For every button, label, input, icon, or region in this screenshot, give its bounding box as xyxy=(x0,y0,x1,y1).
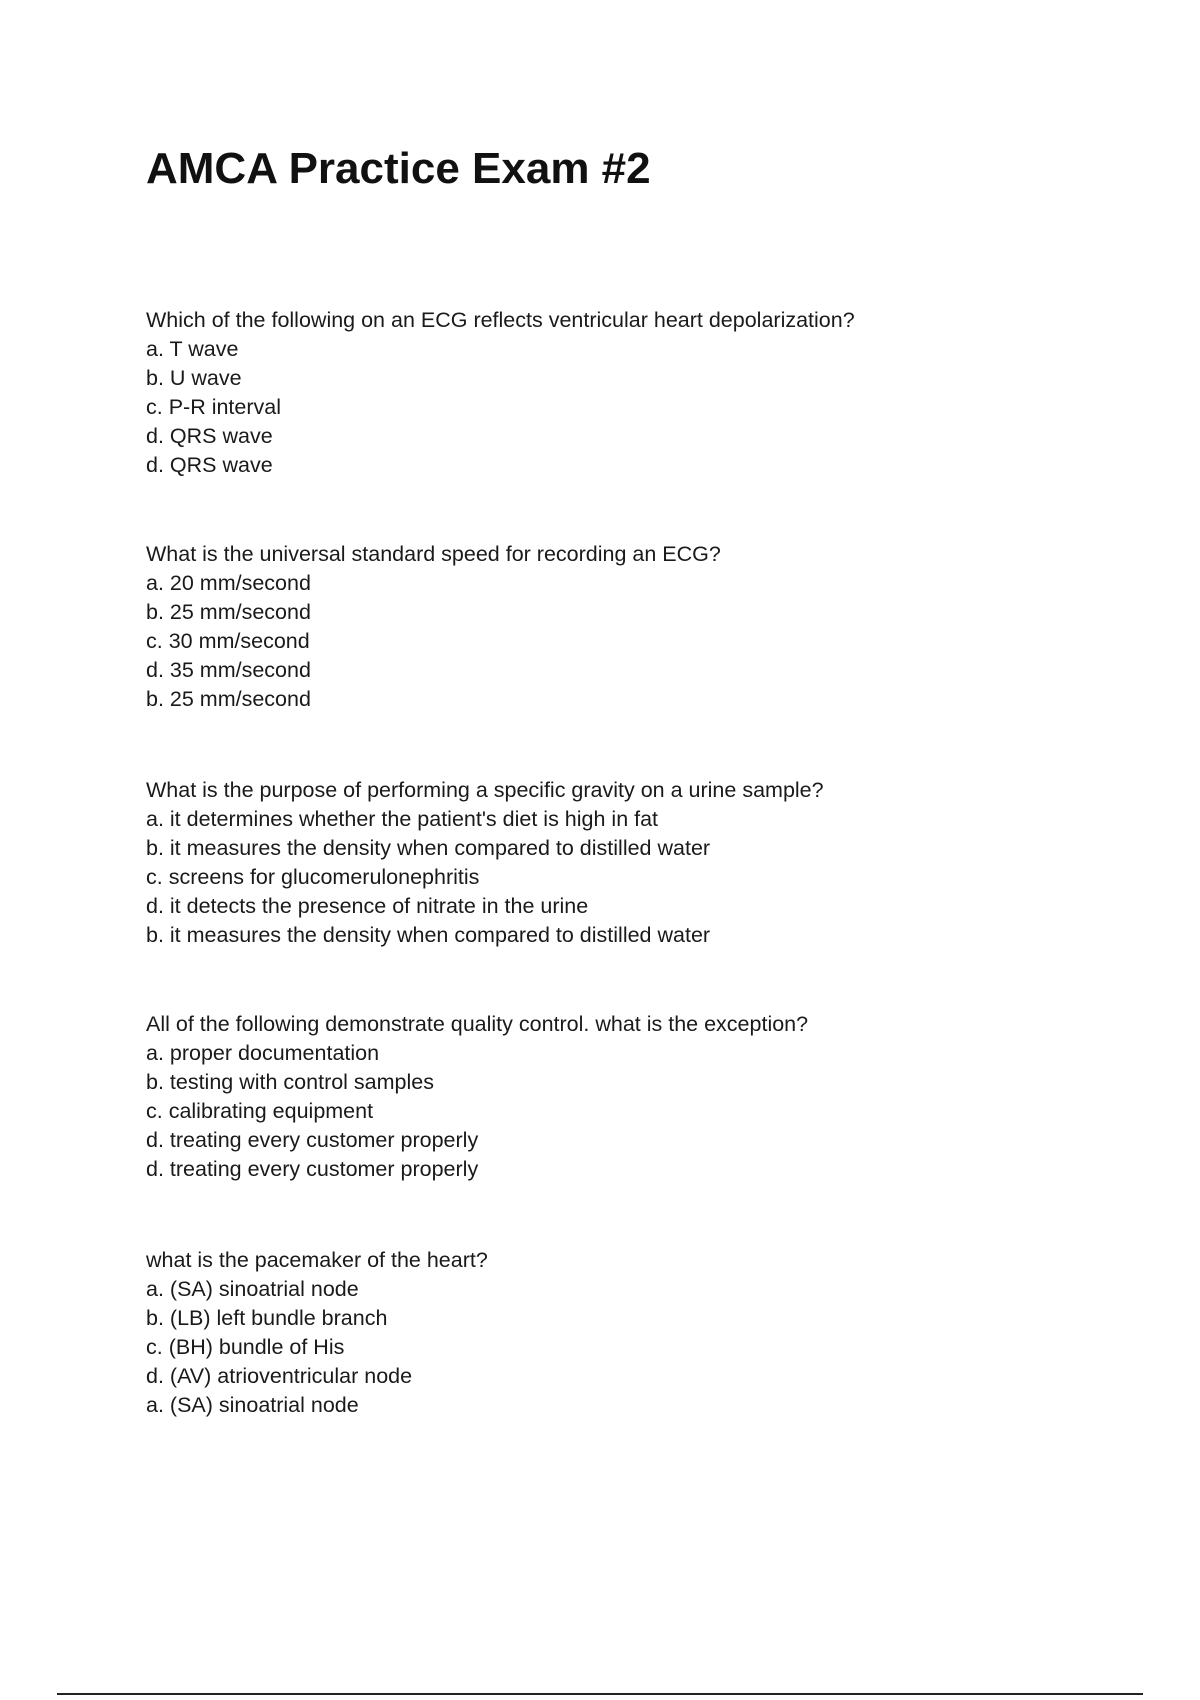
question-block xyxy=(146,1010,1146,1184)
answer-option: b. U wave xyxy=(146,366,242,390)
answer-option: c. screens for glucomerulonephritis xyxy=(146,865,480,889)
answer-option: c. (BH) bundle of His xyxy=(146,1335,345,1359)
answer-option: d. treating every customer properly xyxy=(146,1128,479,1152)
correct-answer: d. QRS wave xyxy=(146,453,273,477)
question-block xyxy=(146,306,1146,480)
answer-option: a. 20 mm/second xyxy=(146,571,311,595)
answer-option: b. testing with control samples xyxy=(146,1070,434,1094)
question-text: What is the purpose of performing a specific gravity on a urine sample? xyxy=(146,778,824,802)
answer-option: a. it determines whether the patient's diet is high in fat xyxy=(146,807,659,831)
answer-option: c. calibrating equipment xyxy=(146,1099,374,1123)
question-block xyxy=(146,1246,1146,1420)
question-block xyxy=(146,540,1146,714)
correct-answer: d. treating every customer properly xyxy=(146,1157,479,1181)
correct-answer: b. 25 mm/second xyxy=(146,687,311,711)
question-block xyxy=(146,776,1146,950)
answer-option: a. (SA) sinoatrial node xyxy=(146,1277,359,1301)
page-title: AMCA Practice Exam #2 xyxy=(146,144,651,193)
answer-option: b. (LB) left bundle branch xyxy=(146,1306,388,1330)
question-text: All of the following demonstrate quality control. what is the exception? xyxy=(146,1012,809,1036)
correct-answer: b. it measures the density when compared to distilled water xyxy=(146,923,711,947)
footer-divider xyxy=(57,1693,1143,1695)
answer-option: a. T wave xyxy=(146,337,239,361)
answer-option: b. 25 mm/second xyxy=(146,600,311,624)
answer-option: d. 35 mm/second xyxy=(146,658,311,682)
answer-option: b. it measures the density when compared to distilled water xyxy=(146,836,711,860)
question-text: Which of the following on an ECG reflects ventricular heart depolarization? xyxy=(146,308,855,332)
question-text: What is the universal standard speed for recording an ECG? xyxy=(146,542,721,566)
answer-option: c. P-R interval xyxy=(146,395,282,419)
answer-option: d. it detects the presence of nitrate in the urine xyxy=(146,894,589,918)
answer-option: d. (AV) atrioventricular node xyxy=(146,1364,413,1388)
answer-option: d. QRS wave xyxy=(146,424,273,448)
answer-option: a. proper documentation xyxy=(146,1041,380,1065)
question-text: what is the pacemaker of the heart? xyxy=(146,1248,488,1272)
correct-answer: a. (SA) sinoatrial node xyxy=(146,1393,359,1417)
answer-option: c. 30 mm/second xyxy=(146,629,310,653)
